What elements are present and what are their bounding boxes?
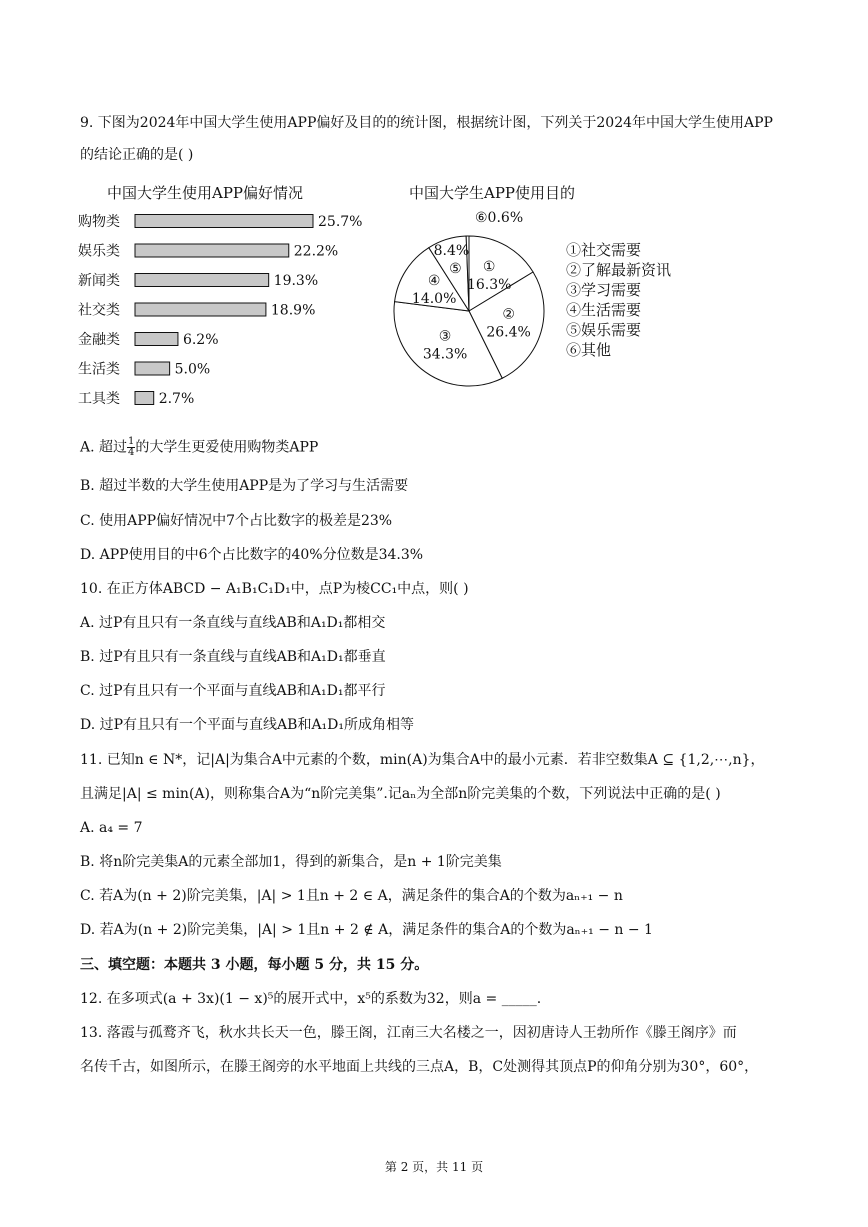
q11-stem-line2: 且满足|A| ≤ min(A)，则称集合A为“n阶完美集”.记aₙ为全部n阶完美集的个数，下列说法中正确的是( ) — [80, 786, 721, 802]
q11-stem-line1: 11. 已知n ∈ N*，记|A|为集合A中元素的个数，min(A)为集合A中的最小元素．若非空数集A ⊆ {1,2,⋯,n}， — [80, 752, 765, 768]
bar-value-label: 19.3% — [273, 273, 319, 289]
pie-chart-title: 中国大学生APP使用目的 — [408, 184, 576, 202]
section-3-heading: 三、填空题：本题共 3 小题，每小题 5 分，共 15 分。 — [80, 957, 429, 973]
q13-stem-line1: 13. 落霞与孤鹜齐飞，秋水共长天一色，滕王阁，江南三大名楼之一，因初唐诗人王勃所作《滕王阁序》而 — [80, 1025, 737, 1041]
q9-stem-line1: 9. 下图为2024年中国大学生使用APP偏好及目的的统计图，根据统计图，下列关于2024年中国大学生使用APP — [80, 115, 773, 131]
pie-slice-value: 26.4% — [486, 324, 531, 341]
bar-category-label: 金融类 — [78, 332, 120, 348]
bar-6 — [135, 362, 170, 375]
pie-slice-value: 34.3% — [422, 346, 468, 363]
q10-option-d: D. 过P有且只有一个平面与直线AB和A₁D₁所成角相等 — [80, 717, 415, 733]
q11-option-b: B. 将n阶完美集A的元素全部加1，得到的新集合，是n + 1阶完美集 — [80, 854, 502, 870]
fraction-denominator: 4 — [128, 447, 135, 458]
pie-legend-item: ⑤娱乐需要 — [566, 321, 642, 339]
pie-legend-item: ③学习需要 — [566, 281, 642, 299]
pie-slice-value: 16.3% — [466, 277, 512, 294]
pie-legend-item: ①社交需要 — [566, 241, 642, 259]
bar-category-label: 社交类 — [78, 302, 120, 319]
q9-option-b: B. 超过半数的大学生使用APP是为了学习与生活需要 — [80, 478, 409, 494]
q10-option-c: C. 过P有且只有一个平面与直线AB和A₁D₁都平行 — [80, 683, 386, 699]
bar-4 — [135, 303, 266, 316]
pie-legend-item: ⑥其他 — [566, 341, 612, 359]
q11-option-d: D. 若A为(n + 2)阶完美集，|A| > 1且n + 2 ∉ A，满足条件的集合A的个数为aₙ₊₁ − n − 1 — [80, 922, 653, 938]
bar-2 — [135, 244, 289, 257]
page-footer: 第 2 页，共 11 页 — [384, 1160, 484, 1174]
option-a-suffix: 的大学生更爱使用购物类APP — [135, 439, 319, 456]
q10-stem: 10. 在正方体ABCD − A₁B₁C₁D₁中，点P为棱CC₁中点，则( ) — [80, 581, 469, 597]
bar-chart-title: 中国大学生使用APP偏好情况 — [106, 184, 304, 202]
q12-stem: 12. 在多项式(a + 3x)(1 − x)⁵的展开式中，x⁵的系数为32，则a = _____. — [80, 991, 542, 1007]
bar-category-label: 新闻类 — [78, 273, 120, 289]
bar-value-label: 25.7% — [318, 214, 363, 230]
pie-chart — [394, 184, 671, 386]
q11-option-c: C. 若A为(n + 2)阶完美集，|A| > 1且n + 2 ∈ A，满足条件的集合A的个数为aₙ₊₁ − n — [80, 888, 623, 904]
bar-7 — [135, 392, 154, 405]
q11-option-a: A. a₄ = 7 — [80, 820, 143, 836]
pie-slice-mark: ⑥0.6% — [475, 210, 524, 226]
q9-option-d: D. APP使用目的中6个占比数字的40%分位数是34.3% — [80, 547, 424, 563]
q9-option-c: C. 使用APP偏好情况中7个占比数字的极差是23% — [80, 513, 393, 529]
q9-stem-line2: 的结论正确的是( ) — [80, 147, 194, 163]
pie-legend-item: ②了解最新资讯 — [566, 261, 672, 279]
q13-stem-line2: 名传千古，如图所示，在滕王阁旁的水平地面上共线的三点A，B，C处测得其顶点P的仰角分别为30°，60°， — [80, 1059, 759, 1075]
bar-chart — [78, 184, 362, 407]
pie-slice-value: 14.0% — [411, 290, 457, 307]
q10-option-b: B. 过P有且只有一条直线与直线AB和A₁D₁都垂直 — [80, 649, 386, 665]
q9-option-a — [80, 437, 318, 458]
bar-category-label: 生活类 — [78, 361, 120, 378]
pie-slice-mark: ④ — [427, 272, 441, 289]
bar-value-label: 5.0% — [174, 361, 211, 378]
bar-value-label: 2.7% — [158, 391, 195, 407]
pie-slice-mark: ③ — [438, 328, 452, 345]
bar-value-label: 22.2% — [293, 243, 339, 260]
bar-category-label: 娱乐类 — [78, 243, 120, 260]
q10-option-a: A. 过P有且只有一条直线与直线AB和A₁D₁都相交 — [80, 615, 386, 631]
bar-3 — [135, 274, 269, 287]
pie-slice-value: 8.4% — [433, 242, 470, 259]
bar-1 — [135, 215, 313, 228]
fraction-numerator: 1 — [128, 436, 135, 447]
bar-5 — [135, 333, 178, 346]
pie-legend-item: ④生活需要 — [566, 301, 642, 319]
pie-slice-mark: ② — [502, 306, 515, 323]
bar-value-label: 18.9% — [270, 302, 316, 319]
pie-slice-mark: ⑤ — [449, 260, 462, 277]
pie-slice-mark: ① — [482, 259, 496, 276]
q9-charts — [72, 176, 792, 426]
option-a-prefix: A. 超过 — [80, 439, 128, 456]
bar-category-label: 工具类 — [78, 391, 120, 407]
bar-category-label: 购物类 — [78, 214, 120, 230]
bar-value-label: 6.2% — [182, 332, 219, 348]
